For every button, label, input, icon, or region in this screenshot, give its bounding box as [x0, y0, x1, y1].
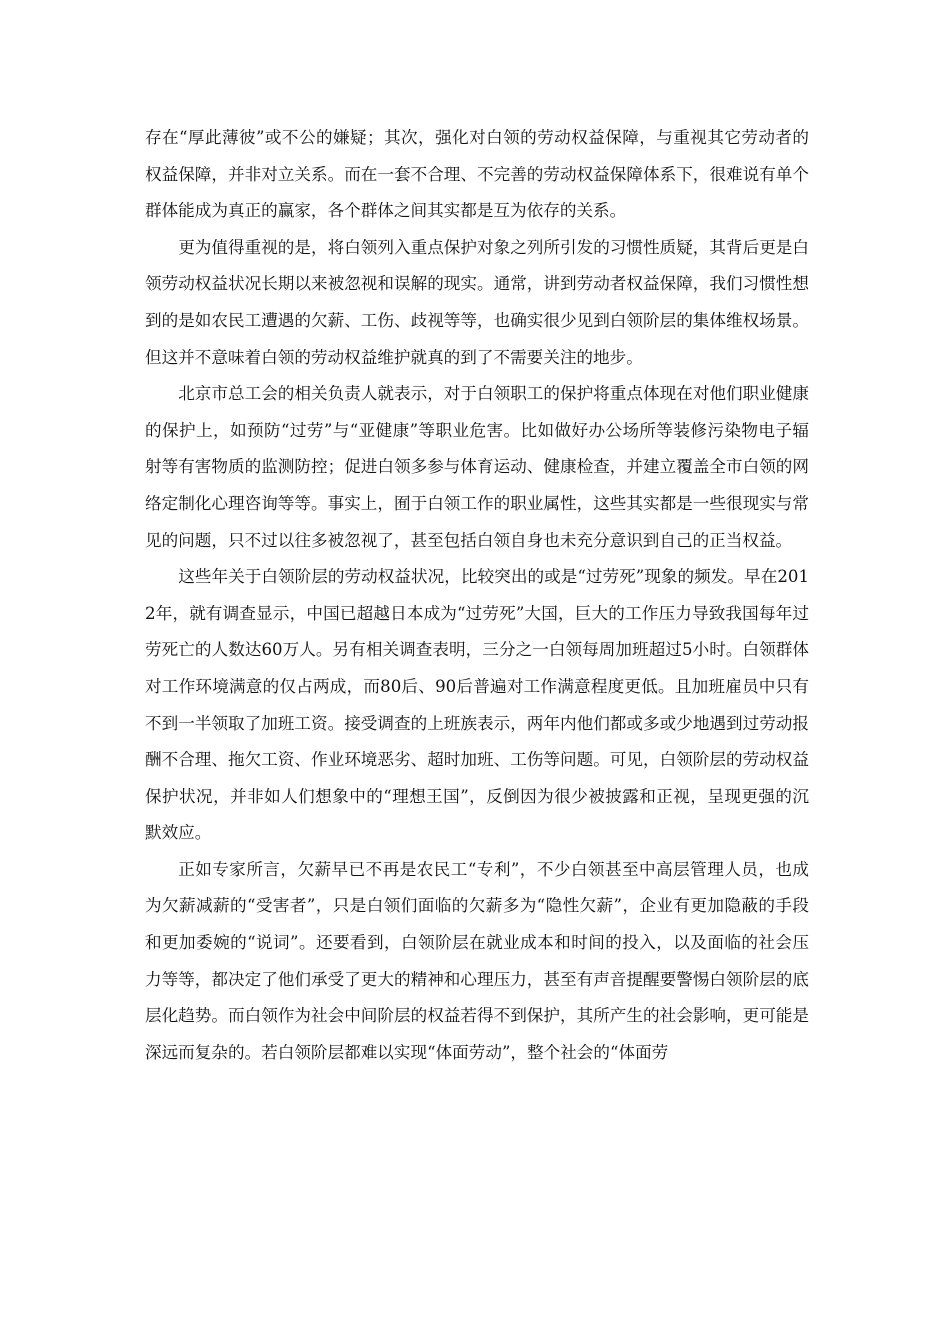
document-page — [145, 120, 809, 1071]
paragraph-4: 这些年关于白领阶层的劳动权益状况，比较突出的或是“过劳死”现象的频发。早在2012年，就有调查显示，中国已超越日本成为“过劳死”大国，巨大的工作压力导致我国每年过劳死亡的人数达60万人。另有相关调查表明，三分之一白领每周加班超过5小时。白领群体对工作环境满意的仅占两成，而80后、90后普遍对工作满意程度更低。且加班雇员中只有不到一半领取了加班工资。接受调查的上班族表示，两年内他们都或多或少地遇到过劳动报酬不合理、拖欠工资、作业环境恶劣、超时加班、工伤等问题。可见，白领阶层的劳动权益保护状况，并非如人们想象中的“理想王国”，反倒因为很少被披露和正视，呈现更强的沉默效应。 — [145, 567, 809, 843]
paragraph-1: 存在“厚此薄彼”或不公的嫌疑；其次，强化对白领的劳动权益保障，与重视其它劳动者的权益保障，并非对立关系。而在一套不合理、不完善的劳动权益保障体系下，很难说有单个群体能成为真正的赢家，各个群体之间其实都是互为依存的关系。 — [145, 128, 809, 221]
paragraph-2: 更为值得重视的是，将白领列入重点保护对象之列所引发的习惯性质疑，其背后更是白领劳动权益状况长期以来被忽视和误解的现实。通常，讲到劳动者权益保障，我们习惯性想到的是如农民工遭遇的欠薪、工伤、歧视等等，也确实很少见到白领阶层的集体维权场景。但这并不意味着白领的劳动权益维护就真的到了不需要关注的地步。 — [145, 237, 809, 367]
paragraph-3: 北京市总工会的相关负责人就表示，对于白领职工的保护将重点体现在对他们职业健康的保护上，如预防“过劳”与“亚健康”等职业危害。比如做好办公场所等装修污染物电子辐射等有害物质的监测防控；促进白领多参与体育运动、健康检查，并建立覆盖全市白领的网络定制化心理咨询等等。事实上，囿于白领工作的职业属性，这些其实都是一些很现实与常见的问题，只不过以往多被忽视了，甚至包括白领自身也未充分意识到自己的正当权益。 — [145, 384, 809, 550]
paragraph-5: 正如专家所言，欠薪早已不再是农民工“专利”，不少白领甚至中高层管理人员，也成为欠薪减薪的“受害者”，只是白领们面临的欠薪多为“隐性欠薪”，企业有更加隐蔽的手段和更加委婉的“说词”。还要看到，白领阶层在就业成本和时间的投入，以及面临的社会压力等等，都决定了他们承受了更大的精神和心理压力，甚至有声音提醒要警惕白领阶层的底层化趋势。而白领作为社会中间阶层的权益若得不到保护，其所产生的社会影响，更可能是深远而复杂的。若白领阶层都难以实现“体面劳动”，整个社会的“体面劳 — [145, 859, 809, 1062]
